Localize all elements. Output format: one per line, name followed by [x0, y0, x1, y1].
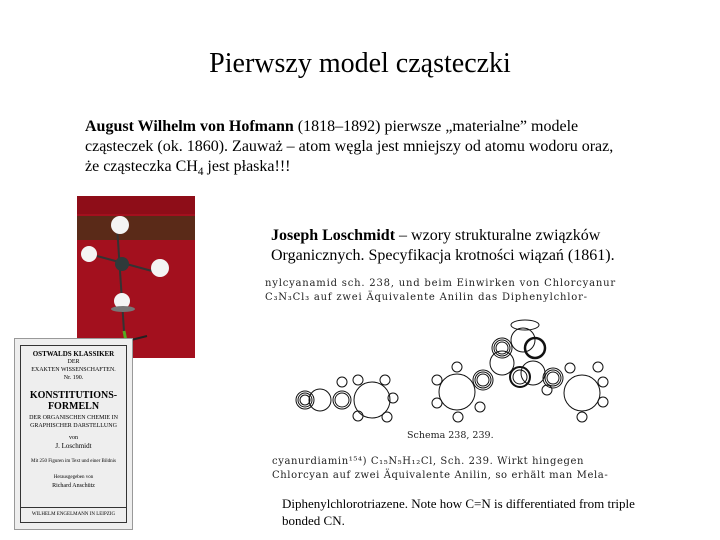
loschmidt-paragraph: Joseph Loschmidt – wzory strukturalne związków Organicznych. Specyfikacja krotności wiązań (1861).	[271, 227, 615, 264]
ostwald-klassiker-book-cover: OSTWALDS KLASSIKER DER EXAKTEN WISSENSCHAFTEN. Nr. 190. KONSTITUTIONS- FORMELN DER ORGANISCHEN CHEMIE IN GRAPHISCHER DARSTELLUNG von J. Loschmidt Mit 250 Figuren im Text und einer Bildnis Herausgegeben von Richard Anschütz WILHELM ENGELMANN IN LEIPZIG	[14, 338, 133, 530]
intro-paragraph: August Wilhelm von Hofmann (1818–1892) pierwsze „materialne” modele cząsteczek (ok. 1860). Zauważ – atom węgla jest mniejszy od atomu wodoru oraz, że cząsteczka $CH_4$ jest płaska!!!	[85, 118, 614, 179]
slide-title: Pierwszy model cząsteczki	[209, 48, 511, 79]
scan-text-top: nylcyanamid sch. 238, und beim Einwirken von Chlorcyanur C₃N₃Cl₃ auf zwei Äquivalente Anilin das Diphenylchlor-	[265, 278, 616, 303]
scan-text-bottom: cyanurdiamin¹⁵⁴) C₁₅N₅H₁₂Cl, Sch. 239. Wirkt hingegen Chlorcyan auf zwei Äquivalente Anilin, so erhält man Mela-	[272, 456, 609, 481]
hofmann-name: August Wilhelm von Hofmann	[85, 118, 294, 135]
loschmidt-name: Joseph Loschmidt	[271, 227, 396, 244]
diagram-caption: Diphenylchlorotriazene. Note how C=N is differentiated from triple bonded CN.	[282, 496, 635, 528]
schema-label: Schema 238, 239.	[407, 430, 494, 441]
